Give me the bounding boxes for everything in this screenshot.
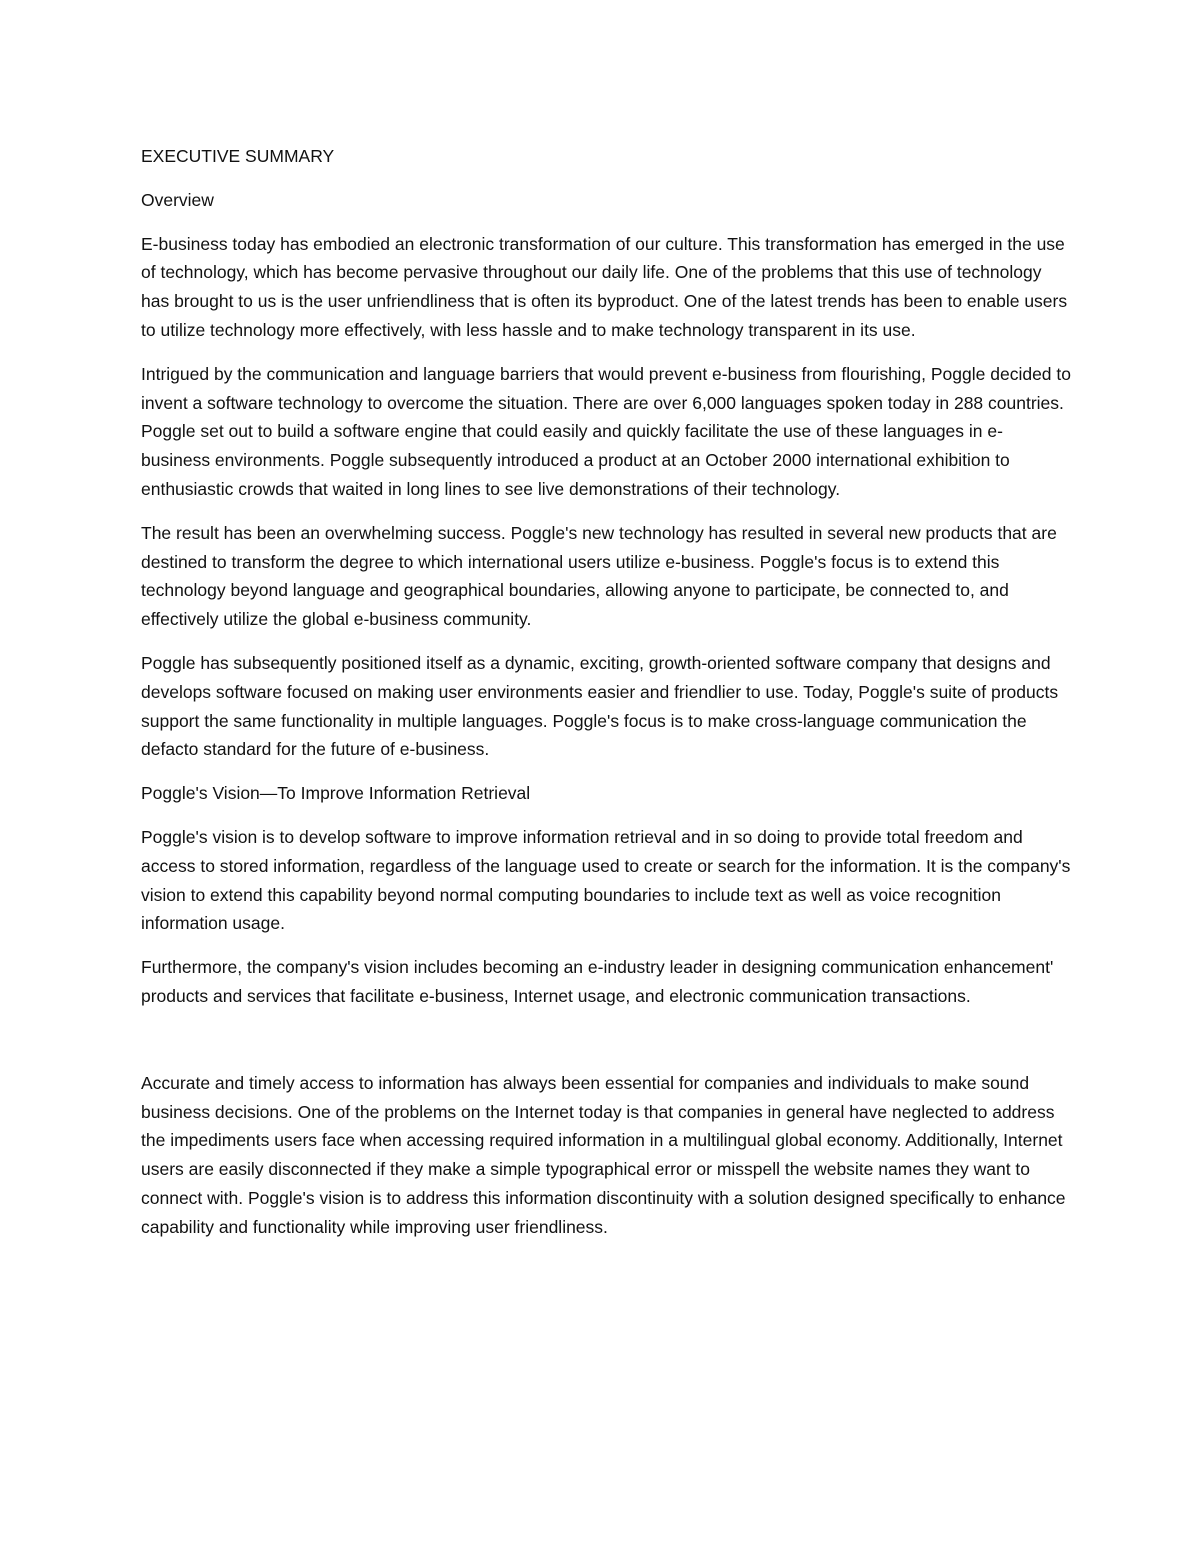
vision-paragraph-2: Furthermore, the company's vision includes becoming an e-industry leader in designing communication enhancement' products and services that facilitate e-business, Internet usage, and electronic communication transactions. <box>141 957 1054 1006</box>
overview-paragraph-4: Poggle has subsequently positioned itself as a dynamic, exciting, growth-oriented software company that designs and develops software focused on making user environments easier and friendlier to use. Today, Poggle's suite of products support the same functionality in multiple languages. Poggle's focus is to make cross-language communication the defacto standard for the future of e-business. <box>141 652 1059 760</box>
overview-paragraph-3: The result has been an overwhelming success. Poggle's new technology has resulted in several new products that are destined to transform the degree to which international users utilize e-business. Poggle's focus is to extend this technology beyond language and geographical boundaries, allowing anyone to participate, be connected to, and effectively utilize the global e-business community. <box>141 522 1057 630</box>
vision-paragraph-1: Poggle's vision is to develop software to improve information retrieval and in so doing to provide total freedom and access to stored information, regardless of the language used to create or search for the information. It is the company's vision to extend this capability beyond normal computing boundaries to include text as well as voice recognition information usage. <box>141 826 1071 934</box>
document-body <box>141 142 1071 1257</box>
document-title: EXECUTIVE SUMMARY <box>141 146 335 166</box>
overview-paragraph-1: E-business today has embodied an electronic transformation of our culture. This transformation has emerged in the use of technology, which has become pervasive throughout our daily life. One of the problems that this use of technology has brought to us is the user unfriendliness that is often its byproduct. One of the latest trends has been to enable users to utilize technology more effectively, with less hassle and to make technology transparent in its use. <box>141 233 1068 340</box>
section-heading-vision: Poggle's Vision—To Improve Information Retrieval <box>141 783 531 804</box>
closing-paragraph: Accurate and timely access to information has always been essential for companies and individuals to make sound business decisions. One of the problems on the Internet today is that companies in general have neglected to address the impediments users face when accessing required information in a multilingual global economy. Additionally, Internet users are easily disconnected if they make a simple typographical error or misspell the website names they want to connect with. Poggle's vision is to address this information discontinuity with a solution designed specifically to enhance capability and functionality while improving user friendliness. <box>141 1072 1066 1237</box>
blank-line-spacer <box>141 1026 1071 1069</box>
overview-paragraph-2: Intrigued by the communication and language barriers that would prevent e-business from flourishing, Poggle decided to invent a software technology to overcome the situation. There are over 6,000 languages spoken today in 288 countries. Poggle set out to build a software engine that could easily and quickly facilitate the use of these languages in e-business environments. Poggle subsequently introduced a product at an October 2000 international exhibition to enthusiastic crowds that waited in long lines to see live demonstrations of their technology. <box>141 363 1071 499</box>
section-heading-overview: Overview <box>141 189 214 210</box>
